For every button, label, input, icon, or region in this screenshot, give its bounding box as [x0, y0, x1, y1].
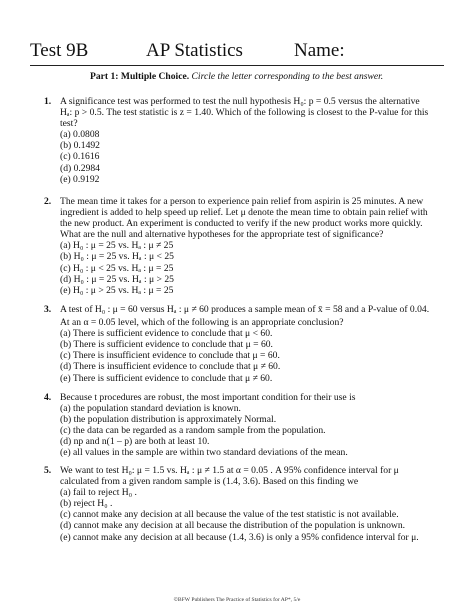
question-stem-line: At an α = 0.05 level, which of the following is an appropriate conclusion?	[60, 317, 344, 329]
question-stem-line: ingredient is added to help speed up relief. Let μ denote the mean time to obtain pain relief with	[60, 207, 428, 219]
course-title: AP Statistics	[146, 40, 243, 61]
answer-option-e[interactable]: (e) There is sufficient evidence to conclude that μ ≠ 60.	[60, 372, 273, 384]
answer-option-b[interactable]: (b) There is sufficient evidence to conclude that μ = 60.	[60, 339, 273, 351]
question-stem-line: What are the null and alternative hypotheses for the appropriate test of significance?	[60, 229, 384, 241]
question-stem-line: A significance test was performed to test the null hypothesis H₀: p = 0.5 versus the alternative	[60, 96, 420, 107]
question-body	[60, 304, 455, 384]
answer-option-d[interactable]: (d) There is insufficient evidence to conclude that μ ≠ 60.	[60, 361, 281, 373]
question-number: 1.	[44, 96, 52, 107]
question-body	[60, 392, 455, 459]
question-stem-line: calculated from a given random sample is (1.4, 3.6). Based on this finding we	[60, 476, 359, 488]
answer-option-d[interactable]: (d) 0.2984	[60, 162, 100, 174]
question-body	[60, 465, 455, 543]
answer-option-a[interactable]: (a) There is sufficient evidence to conclude that μ < 60.	[60, 328, 273, 340]
answer-option-e[interactable]: (e) cannot make any decision at all because (1.4, 3.6) is only a 95% confidence interval for μ.	[60, 531, 419, 543]
answer-option-e[interactable]: (e) H₀ : μ > 25 vs. Hₐ : μ = 25	[60, 284, 174, 296]
answer-option-e[interactable]: (e) all values in the sample are within two standard deviations of the mean.	[60, 447, 348, 459]
question-number: 5.	[44, 465, 52, 476]
answer-option-c[interactable]: (c) the data can be regarded as a random sample from the population.	[60, 425, 326, 437]
question-stem-line: Because t procedures are robust, the most important condition for their use is	[60, 392, 356, 403]
answer-option-d[interactable]: (d) np and n(1 – p) are both at least 10.	[60, 436, 210, 448]
answer-option-b[interactable]: (b) reject H₀ .	[60, 498, 113, 510]
question-stem-line: The mean time it takes for a person to experience pain relief from aspirin is 25 minutes. A new	[60, 196, 424, 207]
answer-option-b[interactable]: (b) the population distribution is approximately Normal.	[60, 414, 277, 426]
question-stem-line: the new product. An experiment is conducted to verify if the new product works more quickly.	[60, 218, 423, 230]
part-label: Part 1: Multiple Choice.	[90, 71, 190, 82]
header-divider	[30, 65, 444, 66]
question-stem-line: We want to test H₀: μ = 1.5 vs. Hₐ : μ ≠ 1.5 at α = 0.05 . A 95% confidence interval for μ	[60, 465, 399, 476]
page-header	[30, 40, 444, 64]
answer-option-a[interactable]: (a) the population standard deviation is known.	[60, 403, 241, 415]
answer-option-b[interactable]: (b) 0.1492	[60, 140, 100, 152]
question-stem-line: test?	[60, 118, 78, 130]
question-number: 4.	[44, 392, 52, 403]
answer-option-d[interactable]: (d) cannot make any decision at all because the distribution of the population is unknown.	[60, 520, 406, 532]
question-body	[60, 196, 455, 296]
answer-option-a[interactable]: (a) 0.0808	[60, 129, 100, 141]
part-instruction: Circle the letter corresponding to the best answer.	[191, 71, 384, 82]
answer-option-e[interactable]: (e) 0.9192	[60, 173, 100, 185]
answer-option-a[interactable]: (a) H₀ : μ = 25 vs. Hₐ : μ ≠ 25	[60, 240, 174, 252]
question-stem-line: Hₐ: p > 0.5. The test statistic is z = 1.40. Which of the following is closest to the P-value for this	[60, 107, 429, 119]
test-title: Test 9B	[30, 40, 89, 61]
name-label: Name:	[294, 40, 345, 61]
answer-option-c[interactable]: (c) H₀ : μ < 25 vs. Hₐ : μ = 25	[60, 262, 174, 274]
question-number: 2.	[44, 196, 52, 207]
answer-option-a[interactable]: (a) fail to reject H₀ .	[60, 487, 137, 499]
question-body	[60, 96, 455, 185]
answer-option-d[interactable]: (d) H₀ : μ = 25 vs. Hₐ : μ > 25	[60, 273, 174, 285]
question-stem-line: A test of H₀ : μ = 60 versus Hₐ : μ ≠ 60 produces a sample mean of x̄ = 58 and a P-value of 0.04.	[60, 304, 430, 315]
answer-option-c[interactable]: (c) cannot make any decision at all because the value of the test statistic is not available.	[60, 509, 399, 521]
part-heading	[90, 71, 383, 83]
answer-option-c[interactable]: (c) 0.1616	[60, 151, 100, 163]
answer-option-c[interactable]: (c) There is insufficient evidence to conclude that μ = 60.	[60, 350, 280, 362]
question-number: 3.	[44, 304, 52, 315]
answer-option-b[interactable]: (b) H₀ : μ = 25 vs. Hₐ : μ < 25	[60, 251, 174, 263]
page-footer: ©BFW Publishers The Practice of Statistics for AP*, 5/e	[173, 597, 301, 603]
